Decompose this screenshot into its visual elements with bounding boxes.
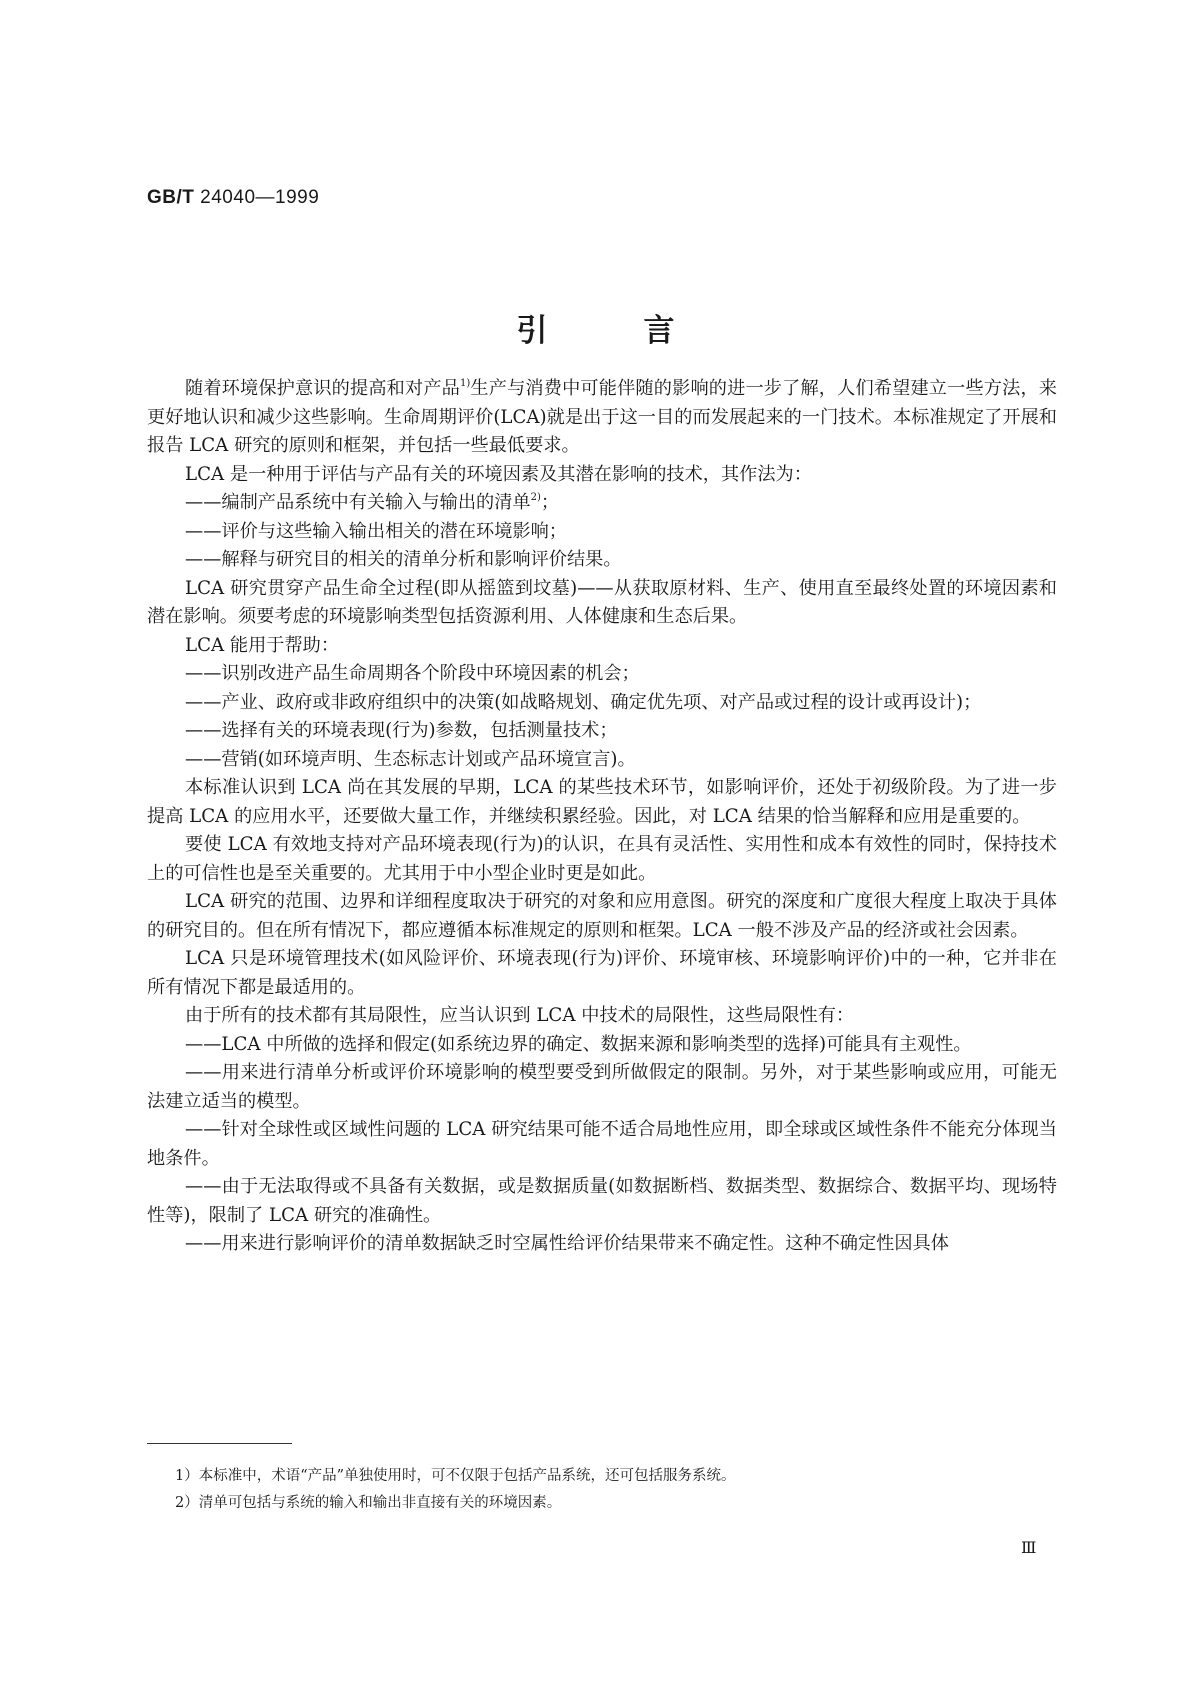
paragraph — [147, 1116, 1057, 1173]
paragraph-text: ——识别改进产品生命周期各个阶段中环境因素的机会； — [185, 663, 640, 684]
paragraph-text: 本标准认识到 LCA 尚在其发展的早期，LCA 的某些技术环节，如影响评价，还处于初级阶段。为了进一步提高 LCA 的应用水平，还要做大量工作，并继续积累经验。因此，对 LCA 结果的恰当解释和应用是重要的。 — [147, 777, 1057, 827]
page-number: Ⅲ — [1021, 1538, 1037, 1557]
paragraph — [147, 1031, 1057, 1060]
footnote-marker: 2) — [530, 492, 541, 503]
footnote: 2）清单可包括与系统的输入和输出非直接有关的环境因素。 — [175, 1495, 562, 1511]
paragraph — [147, 575, 1057, 632]
paragraph-text: ——针对全球性或区域性问题的 LCA 研究结果可能不适合局地性应用，即全球或区域性条件不能充分体现当地条件。 — [147, 1119, 1057, 1169]
paragraph-text: LCA 研究贯穿产品生命全过程(即从摇篮到坟墓)——从获取原材料、生产、使用直至最终处置的环境因素和潜在影响。须要考虑的环境影响类型包括资源利用、人体健康和生态后果。 — [147, 577, 1057, 627]
page-title — [0, 305, 1191, 350]
title-char-1: 引 — [516, 313, 548, 349]
paragraph — [147, 746, 1057, 775]
paragraph — [147, 945, 1057, 1002]
paragraph-text: ——LCA 中所做的选择和假定(如系统边界的确定、数据来源和影响类型的选择)可能具有主观性。 — [185, 1033, 972, 1055]
paragraph — [147, 632, 1057, 661]
paragraph — [147, 546, 1057, 575]
footnotes — [175, 1463, 1055, 1517]
paragraph-text: LCA 能用于帮助： — [185, 634, 340, 656]
paragraph-text: ——用来进行影响评价的清单数据缺乏时空属性给评价结果带来不确定性。这种不确定性因具体 — [185, 1233, 949, 1254]
paragraph-text: LCA 是一种用于评估与产品有关的环境因素及其潜在影响的技术，其作法为： — [185, 463, 812, 485]
paragraph — [147, 489, 1057, 518]
paragraph-text: ——用来进行清单分析或评价环境影响的模型要受到所做假定的限制。另外，对于某些影响或应用，可能无法建立适当的模型。 — [147, 1062, 1057, 1112]
title-char-2: 言 — [643, 313, 675, 349]
paragraph — [147, 518, 1057, 547]
paragraph — [147, 375, 1057, 461]
paragraph-text: LCA 研究的范围、边界和详细程度取决于研究的对象和应用意图。研究的深度和广度很大程度上取决于具体的研究目的。但在所有情况下，都应遵循本标准规定的原则和框架。LCA 一般不涉及产品的经济或社会因素。 — [147, 891, 1057, 941]
standard-code-number: 24040—1999 — [200, 187, 320, 208]
paragraph-text: ； — [540, 492, 560, 513]
standard-code — [147, 187, 319, 209]
paragraph — [147, 774, 1057, 831]
paragraph — [147, 1173, 1057, 1230]
paragraph — [147, 1059, 1057, 1116]
paragraph — [147, 689, 1057, 718]
paragraph-text: LCA 只是环境管理技术(如风险评价、环境表现(行为)评价、环境审核、环境影响评价)中的一种，它并非在所有情况下都是最适用的。 — [147, 948, 1057, 998]
paragraph — [147, 660, 1057, 689]
paragraph-text: 生产与消费中可能伴随的影响的进一步了解，人们希望建立一些方法，来更好地认识和减少这些影响。生命周期评价(LCA)就是出于这一目的而发展起来的一门技术。本标准规定了开展和报告 LCA 研究的原则和框架，并包括一些最低要求。 — [147, 378, 1057, 456]
paragraph-text: ——产业、政府或非政府组织中的决策(如战略规划、确定优先项、对产品或过程的设计或再设计)； — [185, 691, 982, 713]
footnote-marker: 1) — [460, 378, 471, 389]
paragraph — [147, 1230, 1057, 1259]
paragraph-text: 要使 LCA 有效地支持对产品环境表现(行为)的认识，在具有灵活性、实用性和成本有效性的同时，保持技术上的可信性也是至关重要的。尤其用于中小型企业时更是如此。 — [147, 834, 1057, 884]
paragraph — [147, 831, 1057, 888]
paragraph — [147, 717, 1057, 746]
standard-code-prefix: GB/T — [147, 187, 195, 208]
paragraph-text: 由于所有的技术都有其局限性，应当认识到 LCA 中技术的局限性，这些局限性有： — [185, 1005, 855, 1026]
paragraph — [147, 1002, 1057, 1031]
paragraph-text: ——营销(如环境声明、生态标志计划或产品环境宣言)。 — [185, 748, 636, 770]
paragraph-text: ——编制产品系统中有关输入与输出的清单 — [185, 492, 531, 513]
paragraph-text: 随着环境保护意识的提高和对产品 — [185, 378, 461, 399]
paragraph — [147, 888, 1057, 945]
paragraph-text: ——选择有关的环境表现(行为)参数，包括测量技术； — [185, 720, 618, 741]
paragraph-text: ——评价与这些输入输出相关的潜在环境影响； — [185, 520, 567, 542]
body-text — [147, 375, 1057, 1259]
footnote-divider — [147, 1443, 292, 1444]
paragraph-text: ——由于无法取得或不具备有关数据，或是数据质量(如数据断档、数据类型、数据综合、数据平均、现场特性等)，限制了 LCA 研究的准确性。 — [147, 1176, 1057, 1226]
paragraph-text: ——解释与研究目的相关的清单分析和影响评价结果。 — [185, 549, 622, 570]
paragraph — [147, 461, 1057, 490]
footnote: 1）本标准中，术语“产品”单独使用时，可不仅限于包括产品系统，还可包括服务系统。 — [175, 1468, 736, 1484]
